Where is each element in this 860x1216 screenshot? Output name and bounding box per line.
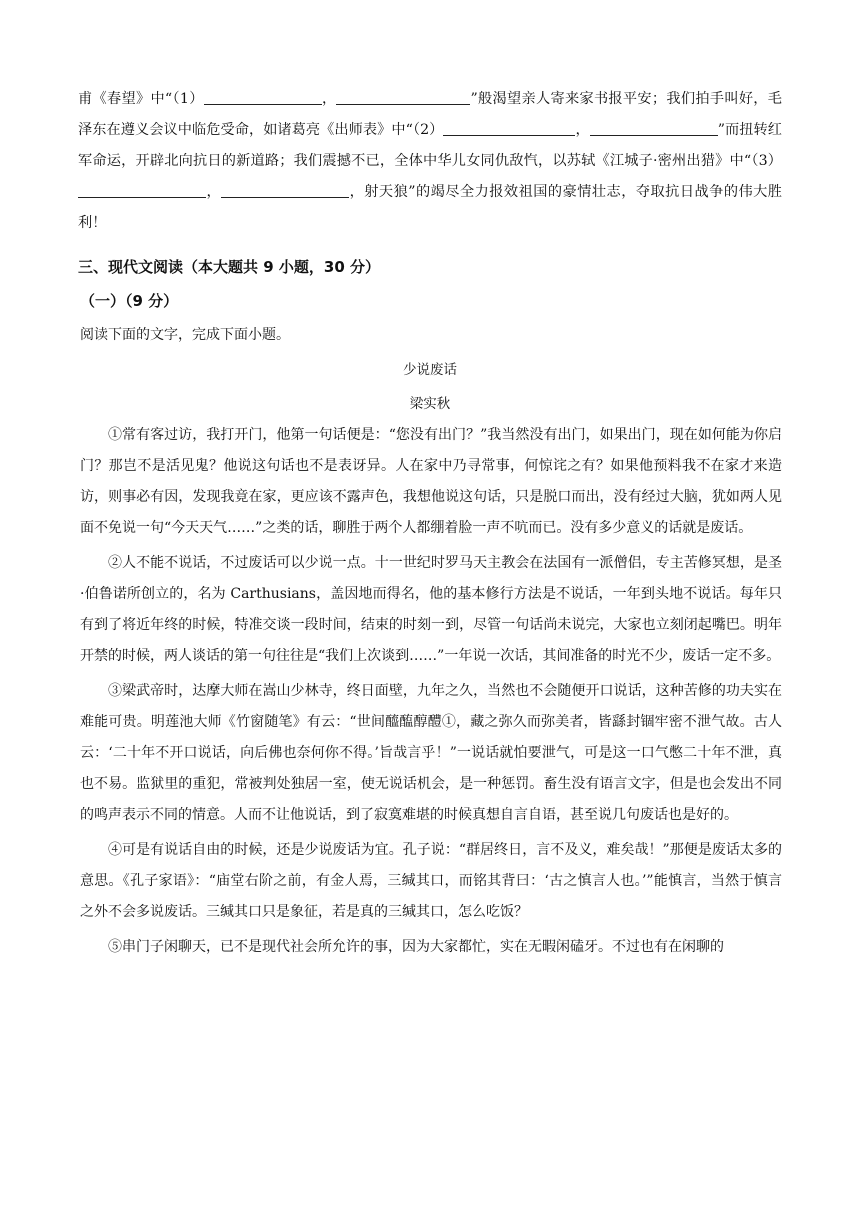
intro-text-g: ，射天狼”的竭尽全力报效祖国的豪情壮志，夺取抗日战争的伟大胜利！	[78, 184, 782, 231]
answer-blank-3b[interactable]	[221, 181, 349, 198]
intro-text-c: ”般渴望亲人寄来家书报平安；我们拍手叫好，毛泽东在遵义会议中临危受命，如诸葛亮《出师表》中“（2）	[78, 91, 782, 138]
article-paragraph-2: ②人不能不说话，不过废话可以少说一点。十一世纪时罗马天主教会在法国有一派僧侣，专主苦修冥想，是圣·伯鲁诺所创立的，名为 Carthusians，盖因地而得名，他的基本修行方法是不说话，一年到头地不说话。每年只有到了将近年终的时候，特准交谈一段时间，结束的时刻一到，尽管一句话尚未说完，大家也立刻闭起嘴巴。明年开禁的时候，两人谈话的第一句往往是“我们上次谈到……”一年说一次话，其间准备的时光不少，废话一定不多。	[80, 555, 782, 664]
intro-text-e: ”而扭转红军命运，开辟北向抗日的新道路；我们震撼不已，全体中华儿女同仇敌忾，以苏轼《江城子·密州出猎》中“（3）	[78, 122, 782, 169]
article-title: 少说废话	[403, 362, 457, 378]
sub-heading: （一）（9 分）	[80, 292, 179, 310]
article-author: 梁实秋	[409, 396, 451, 412]
intro-text-d: ，	[575, 122, 590, 138]
article-paragraph-5: ⑤串门子闲聊天，已不是现代社会所允许的事，因为大家都忙，实在无暇闲磕牙。不过也有在闲聊的	[108, 939, 724, 955]
answer-blank-1a[interactable]	[204, 88, 322, 105]
article-paragraph-1: ①常有客过访，我打开门，他第一句话便是：“您没有出门？”我当然没有出门，如果出门，现在如何能为你启门？那岂不是活见鬼？他说这句话也不是表讶异。人在家中乃寻常事，何惊诧之有？如果他预料我不在家才来造访，则事必有因，发现我竟在家，更应该不露声色，我想他说这句话，只是脱口而出，没有经过大脑，犹如两人见面不免说一句“今天天气……”之类的话，聊胜于两个人都绷着脸一声不吭而已。没有多少意义的话就是废话。	[80, 427, 782, 536]
intro-passage	[78, 84, 782, 239]
article-paragraph-3: ③梁武帝时，达摩大师在嵩山少林寺，终日面壁，九年之久，当然也不会随便开口说话，这种苦修的功夫实在难能可贵。明莲池大师《竹窗随笔》有云：“世间醯醢醇醴①，藏之弥久而弥美者，皆繇封锢牢密不泄气故。古人云：‘二十年不开口说话，向后佛也奈何你不得。’旨哉言乎！”一说话就怕要泄气，可是这一口气憋二十年不泄，真也不易。监狱里的重犯，常被判处独居一室，使无说话机会，是一种惩罚。畜生没有语言文字，但是也会发出不同的鸣声表示不同的情意。人而不让他说话，到了寂寞难堪的时候真想自言自语，甚至说几句废话也是好的。	[80, 683, 782, 823]
intro-paragraph	[78, 84, 782, 239]
intro-text-f: ，	[206, 184, 222, 200]
intro-text-b: ，	[321, 91, 337, 107]
section-heading: 三、现代文阅读（本大题共 9 小题，30 分）	[78, 258, 380, 276]
intro-text-a: 甫《春望》中“（1）	[78, 91, 204, 107]
article-paragraph-4: ④可是有说话自由的时候，还是少说废话为宜。孔子说：“群居终日，言不及义，难矣哉！”那便是废话太多的意思。《孔子家语》：“庙堂右阶之前，有金人焉，三缄其口，而铭其背曰：‘古之慎言人也。’”能慎言，当然于慎言之外不会多说废话。三缄其口只是象征，若是真的三缄其口，怎么吃饭？	[80, 842, 782, 920]
instruction-text: 阅读下面的文字，完成下面小题。	[80, 327, 290, 343]
answer-blank-3a[interactable]	[78, 181, 206, 198]
answer-blank-1b[interactable]	[336, 88, 470, 105]
answer-blank-2b[interactable]	[590, 119, 718, 136]
answer-blank-2a[interactable]	[443, 119, 575, 136]
article-body	[80, 420, 782, 967]
